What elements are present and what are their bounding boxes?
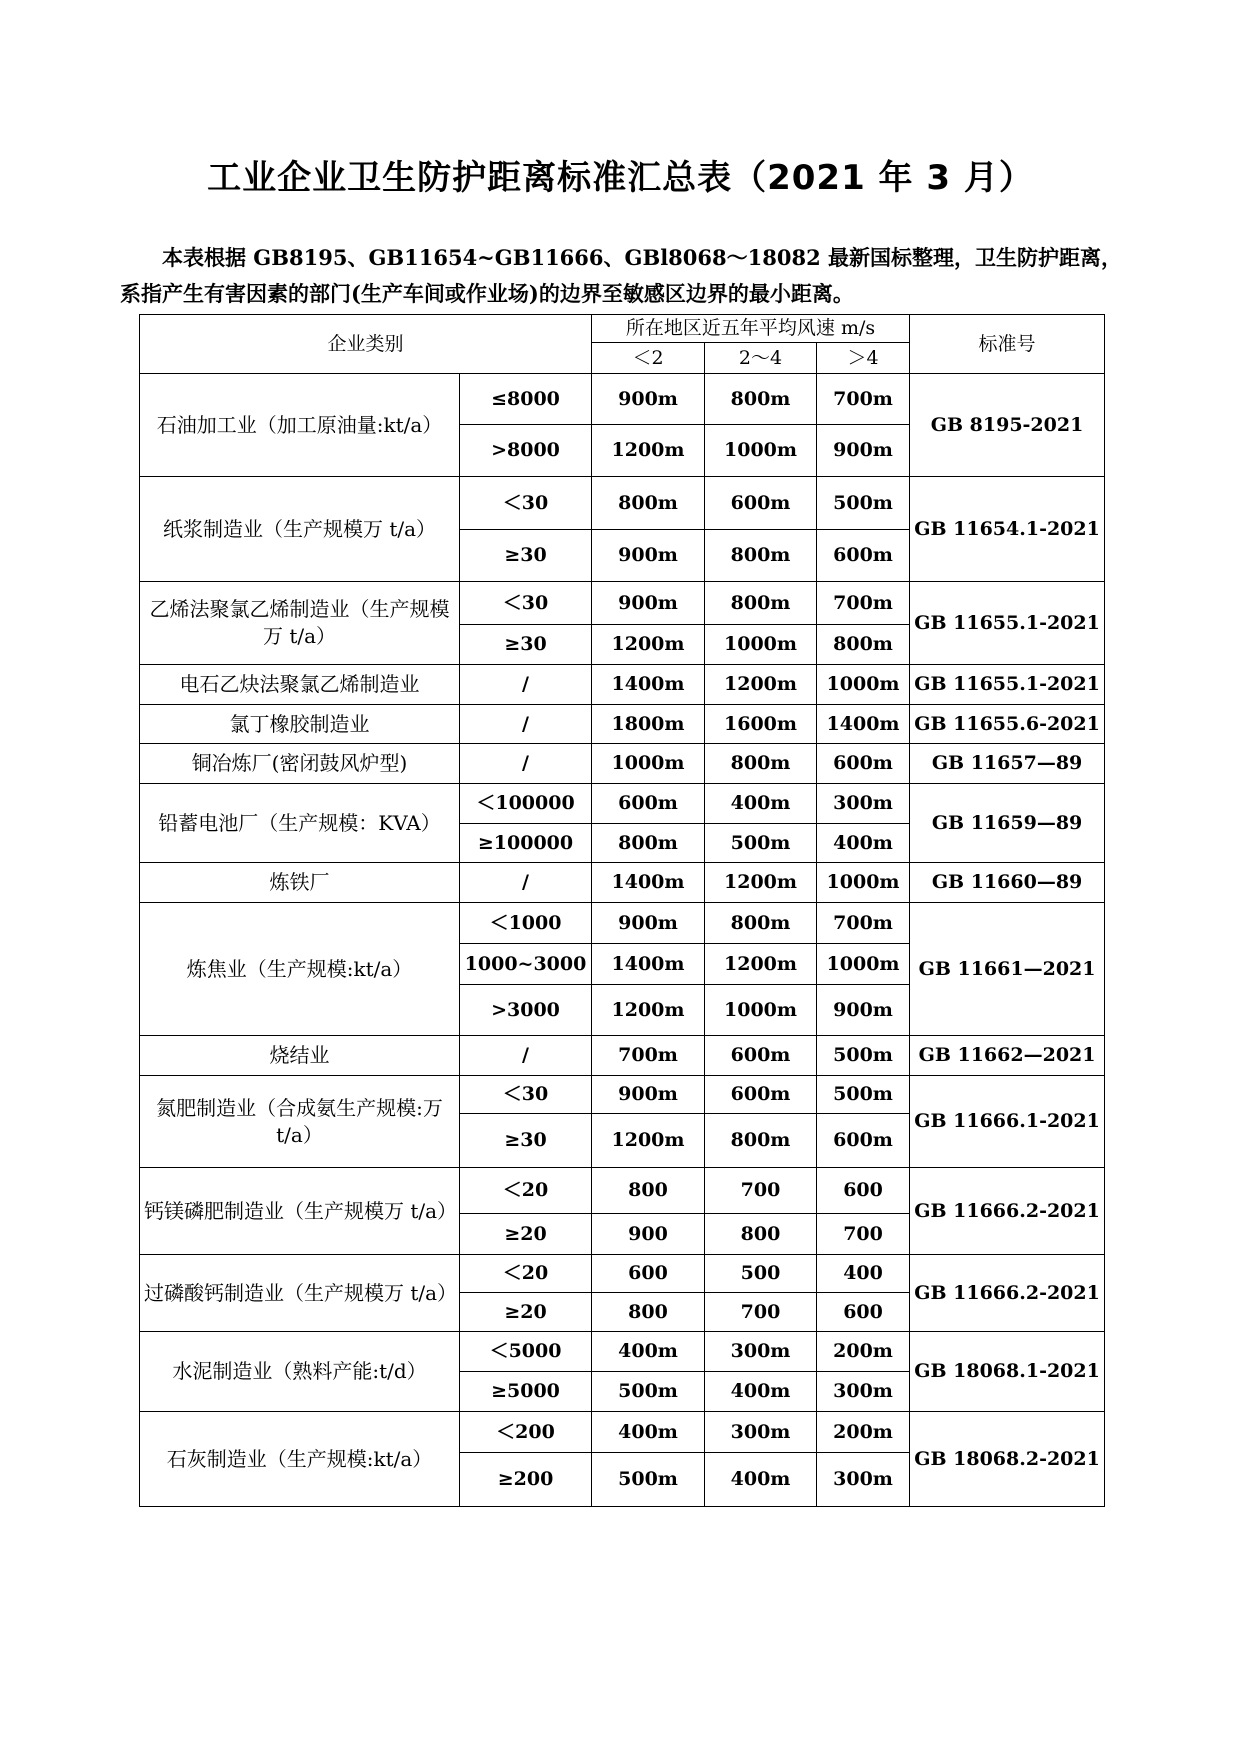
distance-cell: 800m xyxy=(592,824,705,863)
distance-cell: 1000m xyxy=(817,665,910,705)
distance-cell: 700m xyxy=(817,903,910,944)
standard-cell: GB 11657—89 xyxy=(910,744,1105,784)
header-category: 企业类别 xyxy=(140,315,592,374)
scale-cell: ≥30 xyxy=(460,1114,592,1168)
distance-cell: 700 xyxy=(705,1168,817,1214)
standard-cell: GB 11659—89 xyxy=(910,784,1105,863)
standard-cell: GB 11666.2-2021 xyxy=(910,1168,1105,1255)
distance-cell: 400m xyxy=(592,1412,705,1453)
distance-cell: 1000m xyxy=(592,744,705,784)
distance-cell: 400 xyxy=(817,1255,910,1293)
distance-cell: 500m xyxy=(817,1076,910,1114)
category-cell: 氯丁橡胶制造业 xyxy=(140,705,460,744)
distance-cell: 500m xyxy=(592,1453,705,1507)
distance-cell: 1200m xyxy=(592,425,705,477)
distance-cell: 600m xyxy=(817,744,910,784)
distance-cell: 1200m xyxy=(705,944,817,985)
scale-cell: / xyxy=(460,705,592,744)
distance-cell: 1000m xyxy=(817,863,910,903)
distance-cell: 600m xyxy=(817,530,910,582)
standard-cell: GB 11655.6-2021 xyxy=(910,705,1105,744)
table-row xyxy=(140,1412,1105,1453)
scale-cell: ≥20 xyxy=(460,1214,592,1255)
distance-cell: 700m xyxy=(817,582,910,625)
scale-cell: 1000~3000 xyxy=(460,944,592,985)
standard-cell: GB 11655.1-2021 xyxy=(910,665,1105,705)
standard-cell: GB 11662—2021 xyxy=(910,1036,1105,1076)
table-row xyxy=(140,477,1105,530)
distance-cell: 700 xyxy=(705,1293,817,1332)
distance-cell: 300m xyxy=(817,1453,910,1507)
distance-cell: 900m xyxy=(592,374,705,425)
distance-cell: 1200m xyxy=(592,625,705,665)
standard-cell: GB 11654.1-2021 xyxy=(910,477,1105,582)
header-standard: 标准号 xyxy=(910,315,1105,374)
table-row xyxy=(140,1168,1105,1214)
scale-cell: ＜20 xyxy=(460,1168,592,1214)
category-cell: 铅蓄电池厂（生产规模：KVA） xyxy=(140,784,460,863)
header-wind-lt2: ＜2 xyxy=(592,343,705,374)
distance-cell: 200m xyxy=(817,1332,910,1372)
distance-cell: 900m xyxy=(817,425,910,477)
standard-cell: GB 18068.2-2021 xyxy=(910,1412,1105,1507)
header-wind-gt4: ＞4 xyxy=(817,343,910,374)
distance-cell: 1200m xyxy=(592,985,705,1036)
distance-cell: 600m xyxy=(705,1036,817,1076)
category-cell: 铜冶炼厂(密闭鼓风炉型) xyxy=(140,744,460,784)
scale-cell: >8000 xyxy=(460,425,592,477)
distance-cell: 600m xyxy=(705,1076,817,1114)
table-row xyxy=(140,665,1105,705)
category-cell: 炼铁厂 xyxy=(140,863,460,903)
distance-cell: 1400m xyxy=(592,944,705,985)
standard-cell: GB 8195-2021 xyxy=(910,374,1105,477)
distance-cell: 700m xyxy=(817,374,910,425)
distance-cell: 1000m xyxy=(705,985,817,1036)
scale-cell: ＜1000 xyxy=(460,903,592,944)
distance-cell: 800m xyxy=(705,530,817,582)
scale-cell: ＜100000 xyxy=(460,784,592,824)
intro-paragraph: 本表根据 GB8195、GB11654~GB11666、GBl8068～18082 最新国标整理，卫生防护距离，系指产生有害因素的部门(生产车间或作业场)的边界至敏感区边界的最小距离。 xyxy=(120,245,1122,306)
distance-cell: 500m xyxy=(817,1036,910,1076)
table-row xyxy=(140,863,1105,903)
scale-cell: / xyxy=(460,863,592,903)
distance-cell: 1400m xyxy=(817,705,910,744)
distance-cell: 700 xyxy=(817,1214,910,1255)
distance-cell: 400m xyxy=(705,1453,817,1507)
table-row xyxy=(140,1255,1105,1293)
distance-cell: 800m xyxy=(705,1114,817,1168)
table-row xyxy=(140,1036,1105,1076)
category-cell: 乙烯法聚氯乙烯制造业（生产规模万 t/a） xyxy=(140,582,460,665)
scale-cell: ≥30 xyxy=(460,530,592,582)
distance-cell: 600m xyxy=(592,784,705,824)
distance-cell: 1200m xyxy=(592,1114,705,1168)
distance-cell: 900m xyxy=(592,1076,705,1114)
distance-cell: 800 xyxy=(592,1168,705,1214)
page-title: 工业企业卫生防护距离标准汇总表（2021 年 3 月） xyxy=(207,158,1034,198)
standard-cell: GB 11655.1-2021 xyxy=(910,582,1105,665)
distance-cell: 900m xyxy=(592,530,705,582)
distance-cell: 900m xyxy=(817,985,910,1036)
table-row xyxy=(140,1332,1105,1372)
distance-cell: 300m xyxy=(817,784,910,824)
distance-cell: 800m xyxy=(705,374,817,425)
distance-cell: 1400m xyxy=(592,863,705,903)
distance-cell: 800m xyxy=(705,582,817,625)
table-body xyxy=(140,374,1105,1507)
distance-cell: 400m xyxy=(705,1372,817,1412)
distance-cell: 600m xyxy=(817,1114,910,1168)
standard-cell: GB 11666.1-2021 xyxy=(910,1076,1105,1168)
distance-cell: 800 xyxy=(592,1293,705,1332)
scale-cell: ＜30 xyxy=(460,582,592,625)
scale-cell: ＜20 xyxy=(460,1255,592,1293)
distance-cell: 500m xyxy=(817,477,910,530)
category-cell: 炼焦业（生产规模:kt/a） xyxy=(140,903,460,1036)
distance-cell: 600 xyxy=(817,1293,910,1332)
scale-cell: ≥100000 xyxy=(460,824,592,863)
table-row xyxy=(140,1076,1105,1114)
distance-cell: 700m xyxy=(592,1036,705,1076)
scale-cell: / xyxy=(460,665,592,705)
scale-cell: ≥200 xyxy=(460,1453,592,1507)
distance-cell: 900 xyxy=(592,1214,705,1255)
distance-cell: 1800m xyxy=(592,705,705,744)
scale-cell: ＜30 xyxy=(460,1076,592,1114)
category-cell: 水泥制造业（熟料产能:t/d） xyxy=(140,1332,460,1412)
distance-cell: 300m xyxy=(705,1412,817,1453)
table-row xyxy=(140,744,1105,784)
scale-cell: / xyxy=(460,1036,592,1076)
distance-cell: 800 xyxy=(705,1214,817,1255)
table-row xyxy=(140,582,1105,625)
category-cell: 氮肥制造业（合成氨生产规模:万 t/a） xyxy=(140,1076,460,1168)
standard-cell: GB 11666.2-2021 xyxy=(910,1255,1105,1332)
distance-cell: 400m xyxy=(592,1332,705,1372)
distance-cell: 500m xyxy=(592,1372,705,1412)
distance-cell: 500 xyxy=(705,1255,817,1293)
scale-cell: ≥20 xyxy=(460,1293,592,1332)
category-cell: 过磷酸钙制造业（生产规模万 t/a） xyxy=(140,1255,460,1332)
standard-cell: GB 18068.1-2021 xyxy=(910,1332,1105,1412)
distance-cell: 300m xyxy=(817,1372,910,1412)
distance-cell: 800m xyxy=(817,625,910,665)
scale-cell: ＜30 xyxy=(460,477,592,530)
header-wind-speed: 所在地区近五年平均风速 m/s xyxy=(592,315,910,343)
distance-cell: 400m xyxy=(705,784,817,824)
category-cell: 石油加工业（加工原油量:kt/a） xyxy=(140,374,460,477)
distance-cell: 1200m xyxy=(705,665,817,705)
distance-cell: 1200m xyxy=(705,863,817,903)
category-cell: 石灰制造业（生产规模:kt/a） xyxy=(140,1412,460,1507)
table-row xyxy=(140,374,1105,425)
scale-cell: ＜5000 xyxy=(460,1332,592,1372)
distance-cell: 1600m xyxy=(705,705,817,744)
distance-cell: 800m xyxy=(705,903,817,944)
table-row xyxy=(140,784,1105,824)
table-row xyxy=(140,705,1105,744)
distance-cell: 500m xyxy=(705,824,817,863)
distance-cell: 900m xyxy=(592,582,705,625)
category-cell: 电石乙炔法聚氯乙烯制造业 xyxy=(140,665,460,705)
scale-cell: ≥30 xyxy=(460,625,592,665)
distance-cell: 800m xyxy=(705,744,817,784)
distance-cell: 800m xyxy=(592,477,705,530)
distance-cell: 1400m xyxy=(592,665,705,705)
standards-table xyxy=(139,314,1105,1507)
distance-cell: 1000m xyxy=(705,625,817,665)
scale-cell: ＜200 xyxy=(460,1412,592,1453)
distance-cell: 300m xyxy=(705,1332,817,1372)
scale-cell: ≤8000 xyxy=(460,374,592,425)
distance-cell: 1000m xyxy=(817,944,910,985)
table-row xyxy=(140,903,1105,944)
distance-cell: 600 xyxy=(592,1255,705,1293)
scale-cell: ≥5000 xyxy=(460,1372,592,1412)
distance-cell: 400m xyxy=(817,824,910,863)
standard-cell: GB 11661—2021 xyxy=(910,903,1105,1036)
category-cell: 烧结业 xyxy=(140,1036,460,1076)
scale-cell: / xyxy=(460,744,592,784)
category-cell: 纸浆制造业（生产规模万 t/a） xyxy=(140,477,460,582)
distance-cell: 600m xyxy=(705,477,817,530)
distance-cell: 200m xyxy=(817,1412,910,1453)
distance-cell: 1000m xyxy=(705,425,817,477)
standard-cell: GB 11660—89 xyxy=(910,863,1105,903)
header-wind-2to4: 2～4 xyxy=(705,343,817,374)
distance-cell: 600 xyxy=(817,1168,910,1214)
category-cell: 钙镁磷肥制造业（生产规模万 t/a） xyxy=(140,1168,460,1255)
scale-cell: >3000 xyxy=(460,985,592,1036)
distance-cell: 900m xyxy=(592,903,705,944)
